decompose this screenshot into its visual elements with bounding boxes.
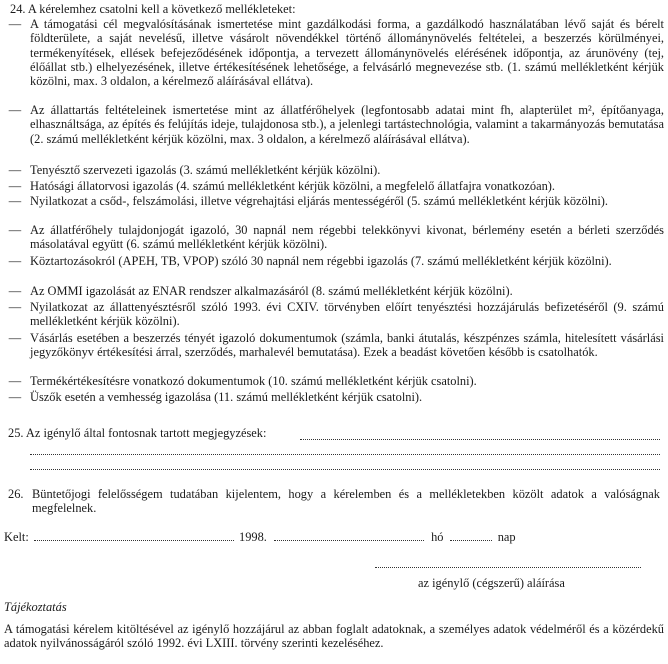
dash-bullet: — xyxy=(8,223,22,237)
section-26-text: Büntetőjogi felelősségem tudatában kijelentem, hogy a kérelemben és a mellékletekben közölt adatok a valóságnak megfelelnek. xyxy=(32,487,660,516)
remarks-line-1[interactable] xyxy=(300,439,660,440)
remarks-line-2[interactable] xyxy=(30,454,660,455)
signature-line[interactable] xyxy=(375,567,641,568)
date-line xyxy=(4,530,644,544)
attachment-item-text: Termékértékesítésre vonatkozó dokumentumok (10. számú mellékletként kérjük csatolni). xyxy=(30,374,477,388)
info-text: A támogatási kérelem kitöltésével az igénylő hozzájárul az abban foglalt adatoknak, a személyes adatok védelméről és a közérdekű adatok nyilvánosságáról szóló 1992. évi LXIII. törvény szerinti kezeléséhez. xyxy=(4,622,664,651)
month-label: hó xyxy=(431,530,444,544)
day-field[interactable] xyxy=(450,540,492,541)
dash-bullet: — xyxy=(8,103,22,117)
attachment-item-5 xyxy=(4,194,664,208)
attachment-item-2 xyxy=(4,103,664,146)
dash-bullet: — xyxy=(8,331,22,345)
attachment-item-3 xyxy=(4,163,664,177)
dash-bullet: — xyxy=(8,374,22,388)
kelt-label: Kelt: xyxy=(4,530,29,544)
attachment-item-text: Az OMMI igazolását az ENAR rendszer alkalmazásáról (8. számú mellékletként kérjük közölni). xyxy=(30,284,513,298)
place-field[interactable] xyxy=(34,540,234,541)
year-label: 1998. xyxy=(239,530,267,544)
attachment-item-12 xyxy=(4,390,664,404)
dash-bullet: — xyxy=(8,194,22,208)
dash-bullet: — xyxy=(8,163,22,177)
section-26 xyxy=(8,487,660,516)
dash-bullet: — xyxy=(8,284,22,298)
section-26-number: 26. xyxy=(8,487,24,501)
info-title: Tájékoztatás xyxy=(4,600,67,614)
day-label: nap xyxy=(497,530,516,544)
attachment-item-text: Hatósági állatorvosi igazolás (4. számú mellékletként kérjük közölni, a megfelelő állatfajra vonatkozóan). xyxy=(30,179,556,193)
dash-bullet: — xyxy=(8,390,22,404)
dash-bullet: — xyxy=(8,17,22,31)
attachment-item-text: Az állatférőhely tulajdonjogát igazoló, 30 napnál nem régebbi telekkönyvi kivonat, bérlemény esetén a bérleti szerződés másolatával együtt (6. számú mellékletként kérjük közölni). xyxy=(30,223,664,252)
dash-bullet: — xyxy=(8,254,22,268)
remarks-line-3[interactable] xyxy=(30,469,660,470)
attachment-item-9 xyxy=(4,300,664,329)
attachment-item-10 xyxy=(4,331,664,360)
attachment-item-text: A támogatási cél megvalósításának ismertetése mint gazdálkodási forma, a gazdálkodó használatában lévő saját és bérelt földterülete, a saját nevelésű, illetve vásárolt növendékkel történő állománynövelés feltételei, a beszerzés körülményei, termékenyítések, ellések befejeződésének időpontja, a tervezett állománynövelés elérésének időpontja, az árunövény (tej, élőállat stb.) elhelyezésének, illetve értékesítésének lehetősége, a felvásárló megnevezése stb. (1. számú mellékletként kérjük közölni, max. 3 oldalon, a kérelmező aláírásával ellátva). xyxy=(30,17,664,89)
attachment-item-4 xyxy=(4,179,664,193)
attachment-item-11 xyxy=(4,374,664,388)
attachment-item-text: Tenyésztő szervezeti igazolás (3. számú mellékletként kérjük közölni). xyxy=(30,163,381,177)
dash-bullet: — xyxy=(8,179,22,193)
section-24-heading: 24. A kérelemhez csatolni kell a következő mellékleteket: xyxy=(10,2,296,16)
attachment-item-text: Az állattartás feltételeinek ismertetése mint az állatférőhelyek (legfontosabb adatai mint fh, alapterület m², építőanyaga, elhasználtsága, az építés és felújítás ideje, tulajdonosa stb.), a jelenlegi tartástechnológia, valamint a takarmányozás bemutatása (2. számú mellékletként kérjük közölni, max. 3 oldalon, a kérelmező aláírásával ellátva). xyxy=(30,103,664,146)
attachment-item-text: Üszők esetén a vemhesség igazolása (11. számú mellékletként kérjük csatolni). xyxy=(30,390,423,404)
signature-label: az igénylő (cégszerű) aláírása xyxy=(418,576,565,590)
attachment-item-6 xyxy=(4,223,664,252)
attachment-item-text: Nyilatkozat a csőd-, felszámolási, illetve végrehajtási eljárás mentességéről (5. számú mellékletként kérjük közölni). xyxy=(30,194,609,208)
attachment-item-text: Köztartozásokról (APEH, TB, VPOP) szóló 30 napnál nem régebbi igazolás (7. számú mellékletként kérjük közölni). xyxy=(30,254,612,268)
dash-bullet: — xyxy=(8,300,22,314)
section-25-label: 25. Az igénylő által fontosnak tartott megjegyzések: xyxy=(8,426,267,440)
attachment-item-8 xyxy=(4,284,664,298)
attachment-item-text: Nyilatkozat az állattenyésztésről szóló 1993. évi CXIV. törvényben előírt tenyésztési hozzájárulás befizetéséről (9. számú mellékletként kérjük közölni). xyxy=(30,300,664,329)
attachment-item-text: Vásárlás esetében a beszerzés tényét igazoló dokumentumok (számla, banki átutalás, készpénzes számla, hitelesített vásárlási jegyzőkönyv értékesítési árral, szerződés, marhalevél bemutatása). Ezek a beadást követően később is csatolhatók. xyxy=(30,331,664,360)
month-field[interactable] xyxy=(274,540,424,541)
attachment-item-1 xyxy=(4,17,664,88)
attachment-item-7 xyxy=(4,254,664,268)
